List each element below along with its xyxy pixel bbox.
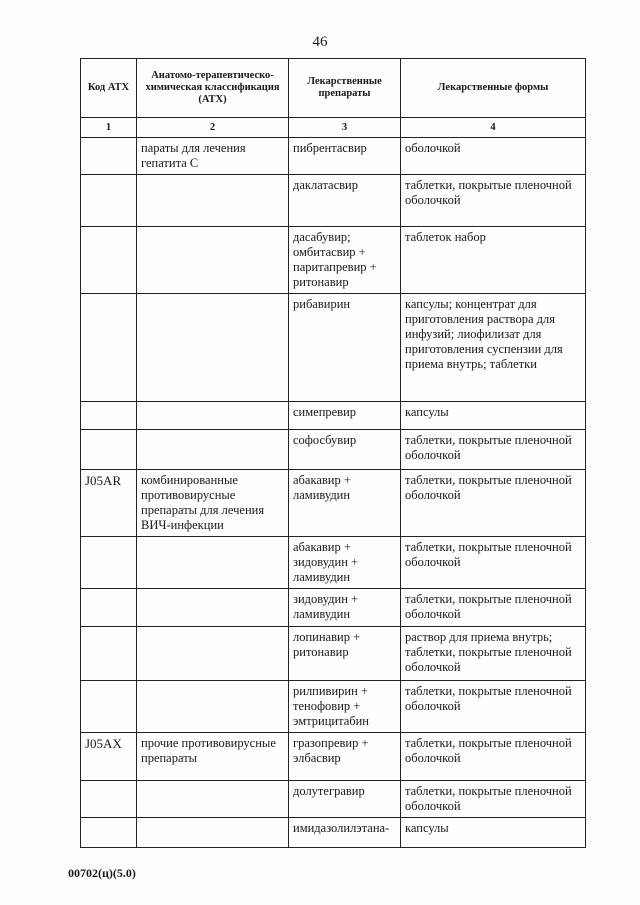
atx-code-cell [81, 138, 137, 175]
atx-classification-cell [137, 430, 289, 470]
dosage-form-cell: таблетки, покрытые пленочной оболочкой [401, 733, 586, 781]
dosage-form-cell: таблетки, покрытые пленочной оболочкой [401, 781, 586, 818]
drug-classification-table [80, 58, 586, 848]
atx-code-cell [81, 430, 137, 470]
dosage-form-cell: капсулы [401, 818, 586, 848]
drug-name-cell: долутегравир [289, 781, 401, 818]
atx-classification-cell [137, 227, 289, 294]
atx-code-cell [81, 227, 137, 294]
column-number: 2 [137, 118, 289, 138]
dosage-form-cell: таблетки, покрытые пленочной оболочкой [401, 175, 586, 227]
dosage-form-cell: таблетки, покрытые пленочной оболочкой [401, 681, 586, 733]
column-number: 4 [401, 118, 586, 138]
atx-code-cell [81, 681, 137, 733]
drug-name-cell: дасабувир; омбитасвир + паритапревир + ритонавир [289, 227, 401, 294]
atx-classification-cell [137, 627, 289, 681]
table-row [81, 681, 586, 733]
drug-name-cell: зидовудин + ламивудин [289, 589, 401, 627]
atx-classification-cell: комбинированные противовирусные препараты для лечения ВИЧ-инфекции [137, 470, 289, 537]
atx-code-cell [81, 175, 137, 227]
table-row [81, 537, 586, 589]
dosage-form-cell: таблетки, покрытые пленочной оболочкой [401, 589, 586, 627]
atx-classification-cell: параты для лечения гепатита С [137, 138, 289, 175]
document-footer-code: 00702(ц)(5.0) [68, 866, 136, 880]
atx-classification-cell [137, 818, 289, 848]
atx-classification-cell [137, 781, 289, 818]
page-number: 46 [312, 34, 328, 50]
table-row [81, 175, 586, 227]
atx-code-cell [81, 627, 137, 681]
drug-name-cell: рилпивирин + тенофовир + эмтрицитабин [289, 681, 401, 733]
atx-code-cell: J05AX [81, 733, 137, 781]
dosage-form-cell: таблетки, покрытые пленочной оболочкой [401, 537, 586, 589]
header-drugs: Лекарственные препараты [289, 59, 401, 118]
atx-classification-cell [137, 537, 289, 589]
atx-code-cell [81, 589, 137, 627]
table-row [81, 138, 586, 175]
header-atx-code: Код АТХ [81, 59, 137, 118]
dosage-form-cell: оболочкой [401, 138, 586, 175]
column-number-row [81, 118, 586, 138]
column-number: 3 [289, 118, 401, 138]
atx-classification-cell [137, 402, 289, 430]
table-row [81, 781, 586, 818]
drug-name-cell: лопинавир + ритонавир [289, 627, 401, 681]
drug-name-cell: гразопревир + элбасвир [289, 733, 401, 781]
table-row [81, 589, 586, 627]
header-atx-classification: Анатомо-терапевтическо-химическая классификация (АТХ) [137, 59, 289, 118]
dosage-form-cell: таблетки, покрытые пленочной оболочкой [401, 430, 586, 470]
table-row [81, 470, 586, 537]
table-row [81, 402, 586, 430]
atx-classification-cell [137, 681, 289, 733]
drug-name-cell: абакавир + ламивудин [289, 470, 401, 537]
drug-name-cell: рибавирин [289, 294, 401, 402]
dosage-form-cell: капсулы; концентрат для приготовления раствора для инфузий; лиофилизат для приготовления суспензии для приема внутрь; таблетки [401, 294, 586, 402]
atx-code-cell [81, 781, 137, 818]
header-dosage-forms: Лекарственные формы [401, 59, 586, 118]
atx-code-cell [81, 294, 137, 402]
dosage-form-cell: таблетки, покрытые пленочной оболочкой [401, 470, 586, 537]
atx-classification-cell: прочие противовирусные препараты [137, 733, 289, 781]
drug-name-cell: софосбувир [289, 430, 401, 470]
table-row [81, 733, 586, 781]
table-row [81, 818, 586, 848]
drug-name-cell: абакавир + зидовудин + ламивудин [289, 537, 401, 589]
atx-classification-cell [137, 294, 289, 402]
dosage-form-cell: капсулы [401, 402, 586, 430]
drug-name-cell: симепревир [289, 402, 401, 430]
atx-classification-cell [137, 589, 289, 627]
atx-code-cell: J05AR [81, 470, 137, 537]
atx-code-cell [81, 818, 137, 848]
table-row [81, 430, 586, 470]
atx-code-cell [81, 402, 137, 430]
drug-name-cell: даклатасвир [289, 175, 401, 227]
drug-name-cell: имидазолилэтана- [289, 818, 401, 848]
column-number: 1 [81, 118, 137, 138]
atx-classification-cell [137, 175, 289, 227]
drug-name-cell: пибрентасвир [289, 138, 401, 175]
table-row [81, 627, 586, 681]
table-row [81, 227, 586, 294]
table-row [81, 294, 586, 402]
dosage-form-cell: таблеток набор [401, 227, 586, 294]
table-header-row [81, 59, 586, 118]
dosage-form-cell: раствор для приема внутрь; таблетки, покрытые пленочной оболочкой [401, 627, 586, 681]
atx-code-cell [81, 537, 137, 589]
